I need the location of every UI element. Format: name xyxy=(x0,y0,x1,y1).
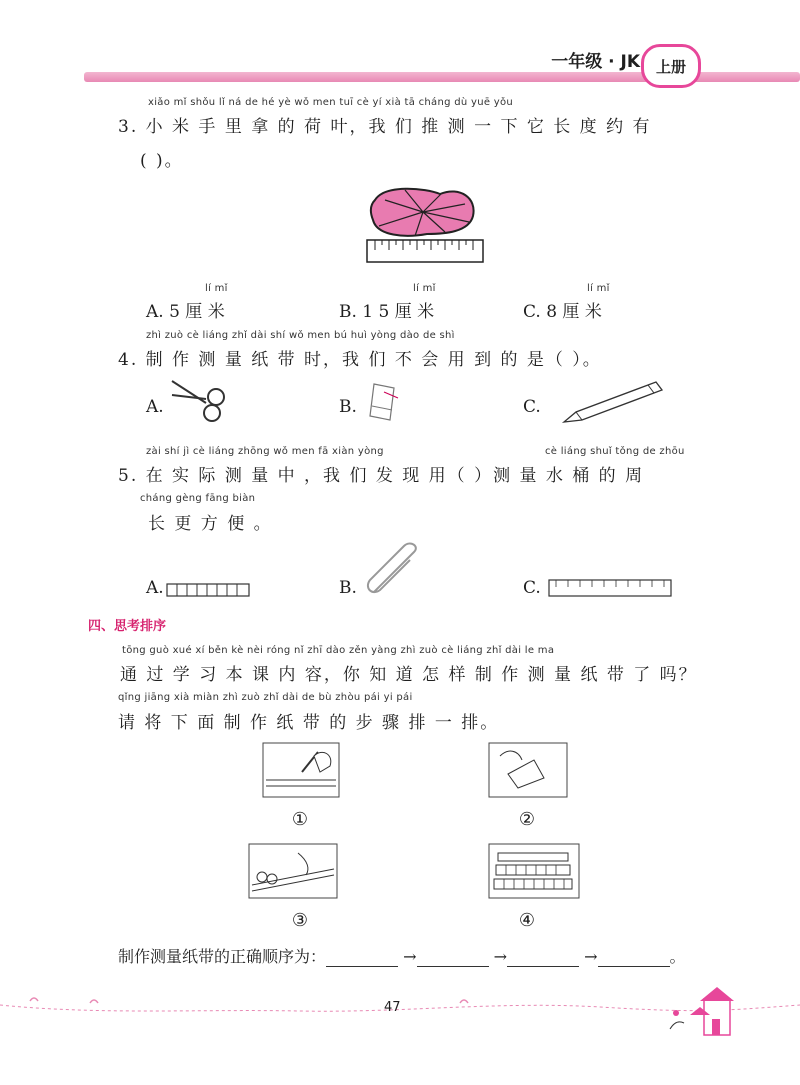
pencil-icon[interactable] xyxy=(560,378,666,426)
step-3-label: ③ xyxy=(291,910,309,931)
q3-option-a-pinyin: lí mǐ xyxy=(205,283,228,294)
section4-pinyin-1: tōng guò xué xí běn kè nèi róng nǐ zhī dào zěn yàng zhì zuò cè liáng zhǐ dài le ma xyxy=(122,645,555,656)
page-number: 47 xyxy=(384,1000,401,1015)
step-4-paper-strips-image xyxy=(488,843,580,899)
arrow-1: → xyxy=(403,947,417,966)
answer-blank-3[interactable] xyxy=(507,946,579,967)
q5-option-c-label[interactable]: C. xyxy=(523,578,541,598)
q3-answer-blank[interactable]: ( )。 xyxy=(140,151,184,171)
step-2-cutting-image xyxy=(488,742,568,798)
eraser-icon[interactable] xyxy=(364,380,404,424)
arrow-3: → xyxy=(584,947,598,966)
q4-pinyin: zhì zuò cè liáng zhǐ dài shí wǒ men bú huì yòng dào de shì xyxy=(146,330,455,341)
step-2-label: ② xyxy=(518,809,536,830)
footer-decoration xyxy=(0,985,800,1045)
answer-end: 。 xyxy=(669,947,686,966)
q5-pinyin-2: cháng gèng fāng biàn xyxy=(140,493,256,504)
section4-text-2: 请 将 下 面 制 作 纸 带 的 步 骤 排 一 排。 xyxy=(118,713,500,733)
q4-option-b-label[interactable]: B. xyxy=(339,397,357,417)
q3-option-b-pinyin: lí mǐ xyxy=(413,283,436,294)
answer-blank-4[interactable] xyxy=(598,946,670,967)
paper-strip-icon[interactable] xyxy=(166,583,250,597)
answer-blank-2[interactable] xyxy=(417,946,489,967)
q4-option-c-label[interactable]: C. xyxy=(523,397,541,417)
step-1-drawing-lines-image xyxy=(262,742,340,798)
q3-option-a[interactable]: A. 5 厘 米 xyxy=(146,302,225,322)
q5-text: 5. 在 实 际 测 量 中 ，我 们 发 现 用（ ）测 量 水 桶 的 周 xyxy=(118,466,645,486)
q4-text: 4. 制 作 测 量 纸 带 时，我 们 不 会 用 到 的 是（ ）。 xyxy=(118,350,602,370)
step-1-label: ① xyxy=(291,809,309,830)
volume-badge: 上册 xyxy=(641,44,701,88)
grade-label: 一年级 · JK xyxy=(551,52,640,72)
ruler-icon[interactable] xyxy=(548,579,672,597)
lotus-leaf-ruler-illustration xyxy=(365,182,485,270)
section4-pinyin-2: qǐng jiāng xià miàn zhì zuò zhǐ dài de bù zhòu pái yi pái xyxy=(118,692,413,703)
q3-pinyin: xiǎo mǐ shǒu lǐ ná de hé yè wǒ men tuī cè yí xià tā cháng dù yuē yǒu xyxy=(148,97,514,108)
q5-pinyin-right: cè liáng shuǐ tǒng de zhōu xyxy=(545,446,685,457)
q5-option-a-label[interactable]: A. xyxy=(146,578,164,598)
answer-blank-1[interactable] xyxy=(326,946,398,967)
section4-text-1: 通 过 学 习 本 课 内 容，你 知 道 怎 样 制 作 测 量 纸 带 了 吗？ xyxy=(120,665,698,685)
scissors-icon[interactable] xyxy=(166,375,232,423)
step-4-label: ④ xyxy=(518,910,536,931)
q3-option-b[interactable]: B. 1 5 厘 米 xyxy=(339,302,435,322)
q5-option-b-label[interactable]: B. xyxy=(339,578,357,598)
q5-pinyin: zài shí jì cè liáng zhōng wǒ men fā xiàn yòng xyxy=(146,446,384,457)
q3-option-c-pinyin: lí mǐ xyxy=(587,283,610,294)
step-3-tearing-image xyxy=(248,843,338,899)
paper-clip-icon[interactable] xyxy=(362,542,424,600)
arrow-2: → xyxy=(493,947,508,966)
section-title: 四、思考排序 xyxy=(88,619,167,634)
answer-prefix: 制作测量纸带的正确顺序为： xyxy=(118,947,327,966)
answer-line xyxy=(118,944,686,967)
q3-option-c[interactable]: C. 8 厘 米 xyxy=(523,302,602,322)
q3-text: 3. 小 米 手 里 拿 的 荷 叶，我 们 推 测 一 下 它 长 度 约 有 xyxy=(118,117,652,137)
q5-text-2: 长 更 方 便 。 xyxy=(148,514,273,534)
q4-option-a-label[interactable]: A. xyxy=(146,397,164,417)
